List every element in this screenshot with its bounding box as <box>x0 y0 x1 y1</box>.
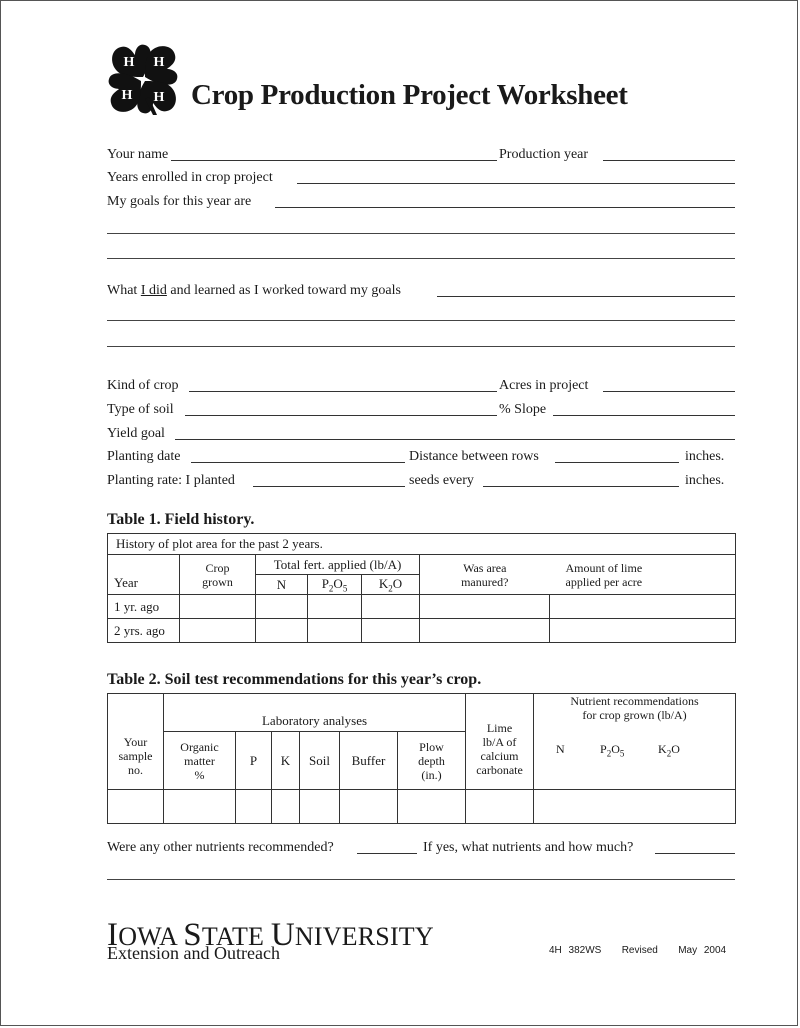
col-crop-grown: Crop grown <box>180 555 256 595</box>
your-name-label: Your name <box>107 147 169 162</box>
acres-field[interactable] <box>603 391 735 392</box>
col-organic-matter: Organic matter % <box>164 732 236 790</box>
your-name-field[interactable] <box>171 160 497 161</box>
isu-wordmark: IOWA STATE UNIVERSITY <box>107 917 434 953</box>
seeds-every-label: seeds every <box>409 473 474 488</box>
svg-text:H: H <box>121 88 133 103</box>
crop-row <box>107 377 735 395</box>
acres-label: Acres in project <box>499 378 589 393</box>
table1-heading: Table 1. Field history. <box>107 511 255 528</box>
table-cell[interactable] <box>164 790 236 824</box>
soil-test-table <box>107 693 736 824</box>
col-year: Year <box>108 555 180 595</box>
kind-of-crop-label: Kind of crop <box>107 378 179 393</box>
goals-line-2[interactable] <box>107 233 735 234</box>
col-p2o5: $P_2O_5$ <box>308 575 362 595</box>
table-cell[interactable] <box>300 790 340 824</box>
years-enrolled-field[interactable] <box>297 183 735 184</box>
col-soil: Soil <box>300 732 340 790</box>
col-total-fert: Total fert. applied (lb/A) <box>256 555 420 575</box>
table1-caption: History of plot area for the past 2 years. <box>108 534 736 555</box>
svg-text:H: H <box>123 55 135 70</box>
slope-field[interactable] <box>553 415 735 416</box>
table-row <box>108 619 736 643</box>
nut-k2o: $K_2O$ <box>658 742 680 759</box>
col-p: P <box>236 732 272 790</box>
table2-heading: Table 2. Soil test recommendations for this year’s crop. <box>107 671 482 688</box>
table-cell[interactable] <box>362 619 420 643</box>
row-label: 1 yr. ago <box>108 595 180 619</box>
col-buffer: Buffer <box>340 732 398 790</box>
other-nutrients-row <box>107 839 735 857</box>
planting-rate-row <box>107 472 735 490</box>
table-cell[interactable] <box>180 595 256 619</box>
distance-label: Distance between rows <box>409 449 539 464</box>
what-line-2[interactable] <box>107 320 735 321</box>
production-year-field[interactable] <box>603 160 735 161</box>
col-k2o: $K_2O$ <box>362 575 420 595</box>
col-n: N <box>256 575 308 595</box>
type-of-soil-label: Type of soil <box>107 402 174 417</box>
if-yes-label: If yes, what nutrients and how much? <box>423 840 634 855</box>
planting-rate-label: Planting rate: I planted <box>107 473 235 488</box>
page-title: Crop Production Project Worksheet <box>191 79 628 111</box>
goals-label: My goals for this year are <box>107 194 252 209</box>
table-cell[interactable] <box>550 619 736 643</box>
table-row <box>108 595 736 619</box>
col-lab-analyses: Laboratory analyses <box>164 694 466 732</box>
seeds-planted-field[interactable] <box>253 486 405 487</box>
name-row <box>107 146 735 164</box>
table-cell[interactable] <box>398 790 466 824</box>
goals-row <box>107 193 735 211</box>
table-cell[interactable] <box>272 790 300 824</box>
soil-row <box>107 401 735 419</box>
col-nutrient-recs: Nutrient recommendations for crop grown (lb/A) N $P_2O_5$ $K_2O$ <box>534 694 736 790</box>
other-nutrients-label: Were any other nutrients recommended? <box>107 840 334 855</box>
table-cell[interactable] <box>236 790 272 824</box>
table-cell[interactable] <box>362 595 420 619</box>
nut-p2o5: $P_2O_5$ <box>600 742 625 759</box>
col-k: K <box>272 732 300 790</box>
table-cell[interactable] <box>340 790 398 824</box>
col-plow-depth: Plow depth (in.) <box>398 732 466 790</box>
table-cell[interactable] <box>256 619 308 643</box>
table-cell[interactable] <box>534 790 736 824</box>
other-nutrients-field[interactable] <box>357 853 417 854</box>
years-enrolled-label: Years enrolled in crop project <box>107 170 273 185</box>
inches-label-2: inches. <box>685 473 725 488</box>
table-cell[interactable] <box>550 595 736 619</box>
table-cell[interactable] <box>108 790 164 824</box>
goals-field[interactable] <box>275 207 735 208</box>
goals-line-3[interactable] <box>107 258 735 259</box>
table-cell[interactable] <box>420 619 550 643</box>
if-yes-field[interactable] <box>655 853 735 854</box>
seeds-every-field[interactable] <box>483 486 679 487</box>
what-row <box>107 282 735 300</box>
row-label: 2 yrs. ago <box>108 619 180 643</box>
inches-label-1: inches. <box>685 449 725 464</box>
table-cell[interactable] <box>180 619 256 643</box>
slope-label: % Slope <box>499 402 547 417</box>
svg-text:H: H <box>153 55 165 70</box>
what-did-label: What I did and learned as I worked toward my goals <box>107 283 401 298</box>
col-manured: Was area manured? <box>420 555 550 595</box>
table-row <box>108 790 736 824</box>
planting-date-row <box>107 448 735 466</box>
planting-date-field[interactable] <box>191 462 405 463</box>
extension-outreach: Extension and Outreach <box>107 943 280 963</box>
kind-of-crop-field[interactable] <box>189 391 497 392</box>
col-lime: Lime lb/A of calcium carbonate <box>466 694 534 790</box>
table-cell[interactable] <box>308 595 362 619</box>
years-row <box>107 169 735 187</box>
field-history-table <box>107 533 736 643</box>
table-cell[interactable] <box>256 595 308 619</box>
production-year-label: Production year <box>499 147 589 162</box>
yield-goal-field[interactable] <box>175 439 735 440</box>
table-cell[interactable] <box>420 595 550 619</box>
publication-code: 4H 382WS Revised May 2004 <box>549 945 727 956</box>
distance-field[interactable] <box>555 462 679 463</box>
svg-text:H: H <box>153 90 165 105</box>
yield-row <box>107 425 735 443</box>
planting-date-label: Planting date <box>107 449 181 464</box>
4h-clover-icon <box>105 41 181 117</box>
what-did-field[interactable] <box>437 296 735 297</box>
yield-goal-label: Yield goal <box>107 426 165 441</box>
table-cell[interactable] <box>308 619 362 643</box>
nut-n: N <box>556 742 565 756</box>
what-line-3[interactable] <box>107 346 735 347</box>
if-yes-line-2[interactable] <box>107 879 735 880</box>
col-lime: Amount of lime applied per acre <box>550 555 736 595</box>
type-of-soil-field[interactable] <box>185 415 497 416</box>
table-cell[interactable] <box>466 790 534 824</box>
col-sample-no: Your sample no. <box>108 694 164 790</box>
